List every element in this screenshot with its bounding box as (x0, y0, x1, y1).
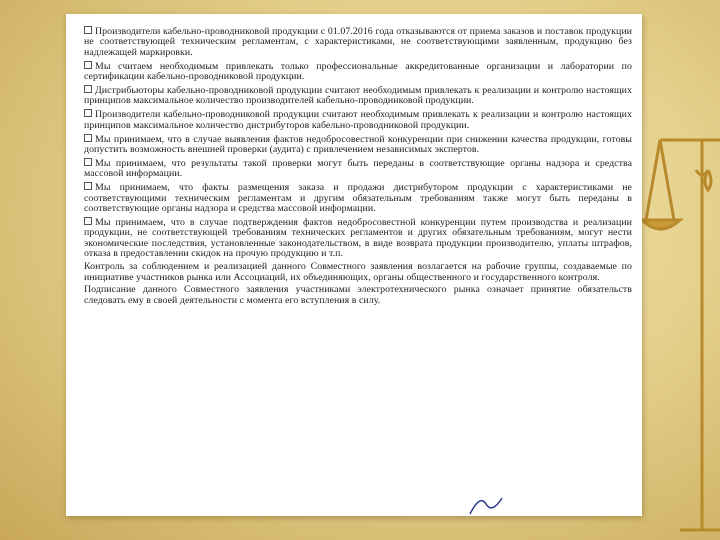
paragraph-text: Контроль за соблюдением и реализацией данного Совместного заявления возлагается на рабочие группы, создаваемые по инициативе участников рынка или Ассоциаций, их объединяющих, органы общественного и государственного контроля. (84, 261, 632, 283)
paragraph-9 (84, 262, 632, 283)
paragraph-text: Мы принимаем, что в случае подтверждения фактов недобросовестной конкуренции путем производства и реализации продукции, не соответствующей требованиям технических регламентов и других обязательным требованиям, могут нести экономические последствия, установленные законодательством, в виде возврата продукции производителю, уплаты штрафов, отказа в предоставлении скидок на прочую продукцию и т.п. (84, 217, 632, 260)
checkbox-icon (84, 182, 92, 190)
paragraph-5 (84, 134, 632, 156)
paragraph-4 (84, 109, 632, 131)
paragraph-7 (84, 182, 632, 214)
paragraph-text: Производители кабельно-проводниковой продукции считают необходимым привлекать к реализации и контролю настоящих принципов максимальное количество дистрибуторов кабельно-проводниковой продукции. (84, 109, 632, 131)
paragraph-3 (84, 85, 632, 107)
paragraph-text: Подписание данного Совместного заявления участниками электротехнического рынка означает принятие обязательств следовать ему в своей деятельности с момента его вступления в силу. (84, 284, 632, 306)
checkbox-icon (84, 134, 92, 142)
paragraph-text: Производители кабельно-проводниковой продукции с 01.07.2016 года отказываются от приема заказов и поставок продукции не соответствующей техническим регламентам, с характеристиками, не соответствующими заявленным, продукцию без надлежащей маркировки. (84, 26, 632, 58)
paragraph-text: Мы принимаем, что факты размещения заказа и продажи дистрибутором продукции с характеристиками не соответствующими техническим регламентам и другим обязательным требованиям также могут быть переданы в соответствующие органы надзора и средства массовой информации. (84, 182, 632, 215)
paragraph-text: Мы считаем необходимым привлекать только профессиональные аккредитованные организации и лаборатории по сертификации кабельно-проводниковой продукции. (84, 60, 632, 83)
document-page (66, 14, 642, 516)
checkbox-icon (84, 158, 92, 166)
paragraph-8 (84, 217, 632, 260)
paragraph-1 (84, 26, 632, 58)
checkbox-icon (84, 217, 92, 225)
checkbox-icon (84, 26, 92, 34)
scales-decoration (640, 110, 720, 540)
checkbox-icon (84, 61, 92, 69)
checkbox-icon (84, 85, 92, 93)
paragraph-10 (84, 285, 632, 306)
paragraph-2 (84, 61, 632, 83)
paragraph-6 (84, 158, 632, 180)
paragraph-text: Мы принимаем, что результаты такой проверки могут быть переданы в соответствующие органы надзора и средства массовой информации. (84, 157, 632, 180)
paragraph-text: Дистрибьюторы кабельно-проводниковой продукции считают необходимым привлекать к реализации и контролю настоящих принципов максимальное количество производителей кабельно-проводниковой продукции. (84, 85, 632, 107)
paragraph-text: Мы принимаем, что в случае выявления фактов недобросовестной конкуренции при снижении качества продукции, готовы допустить возможность внешней проверки (аудита) с привлечением независимых экспертов. (84, 133, 632, 156)
checkbox-icon (84, 109, 92, 117)
signature-mark (466, 492, 506, 516)
